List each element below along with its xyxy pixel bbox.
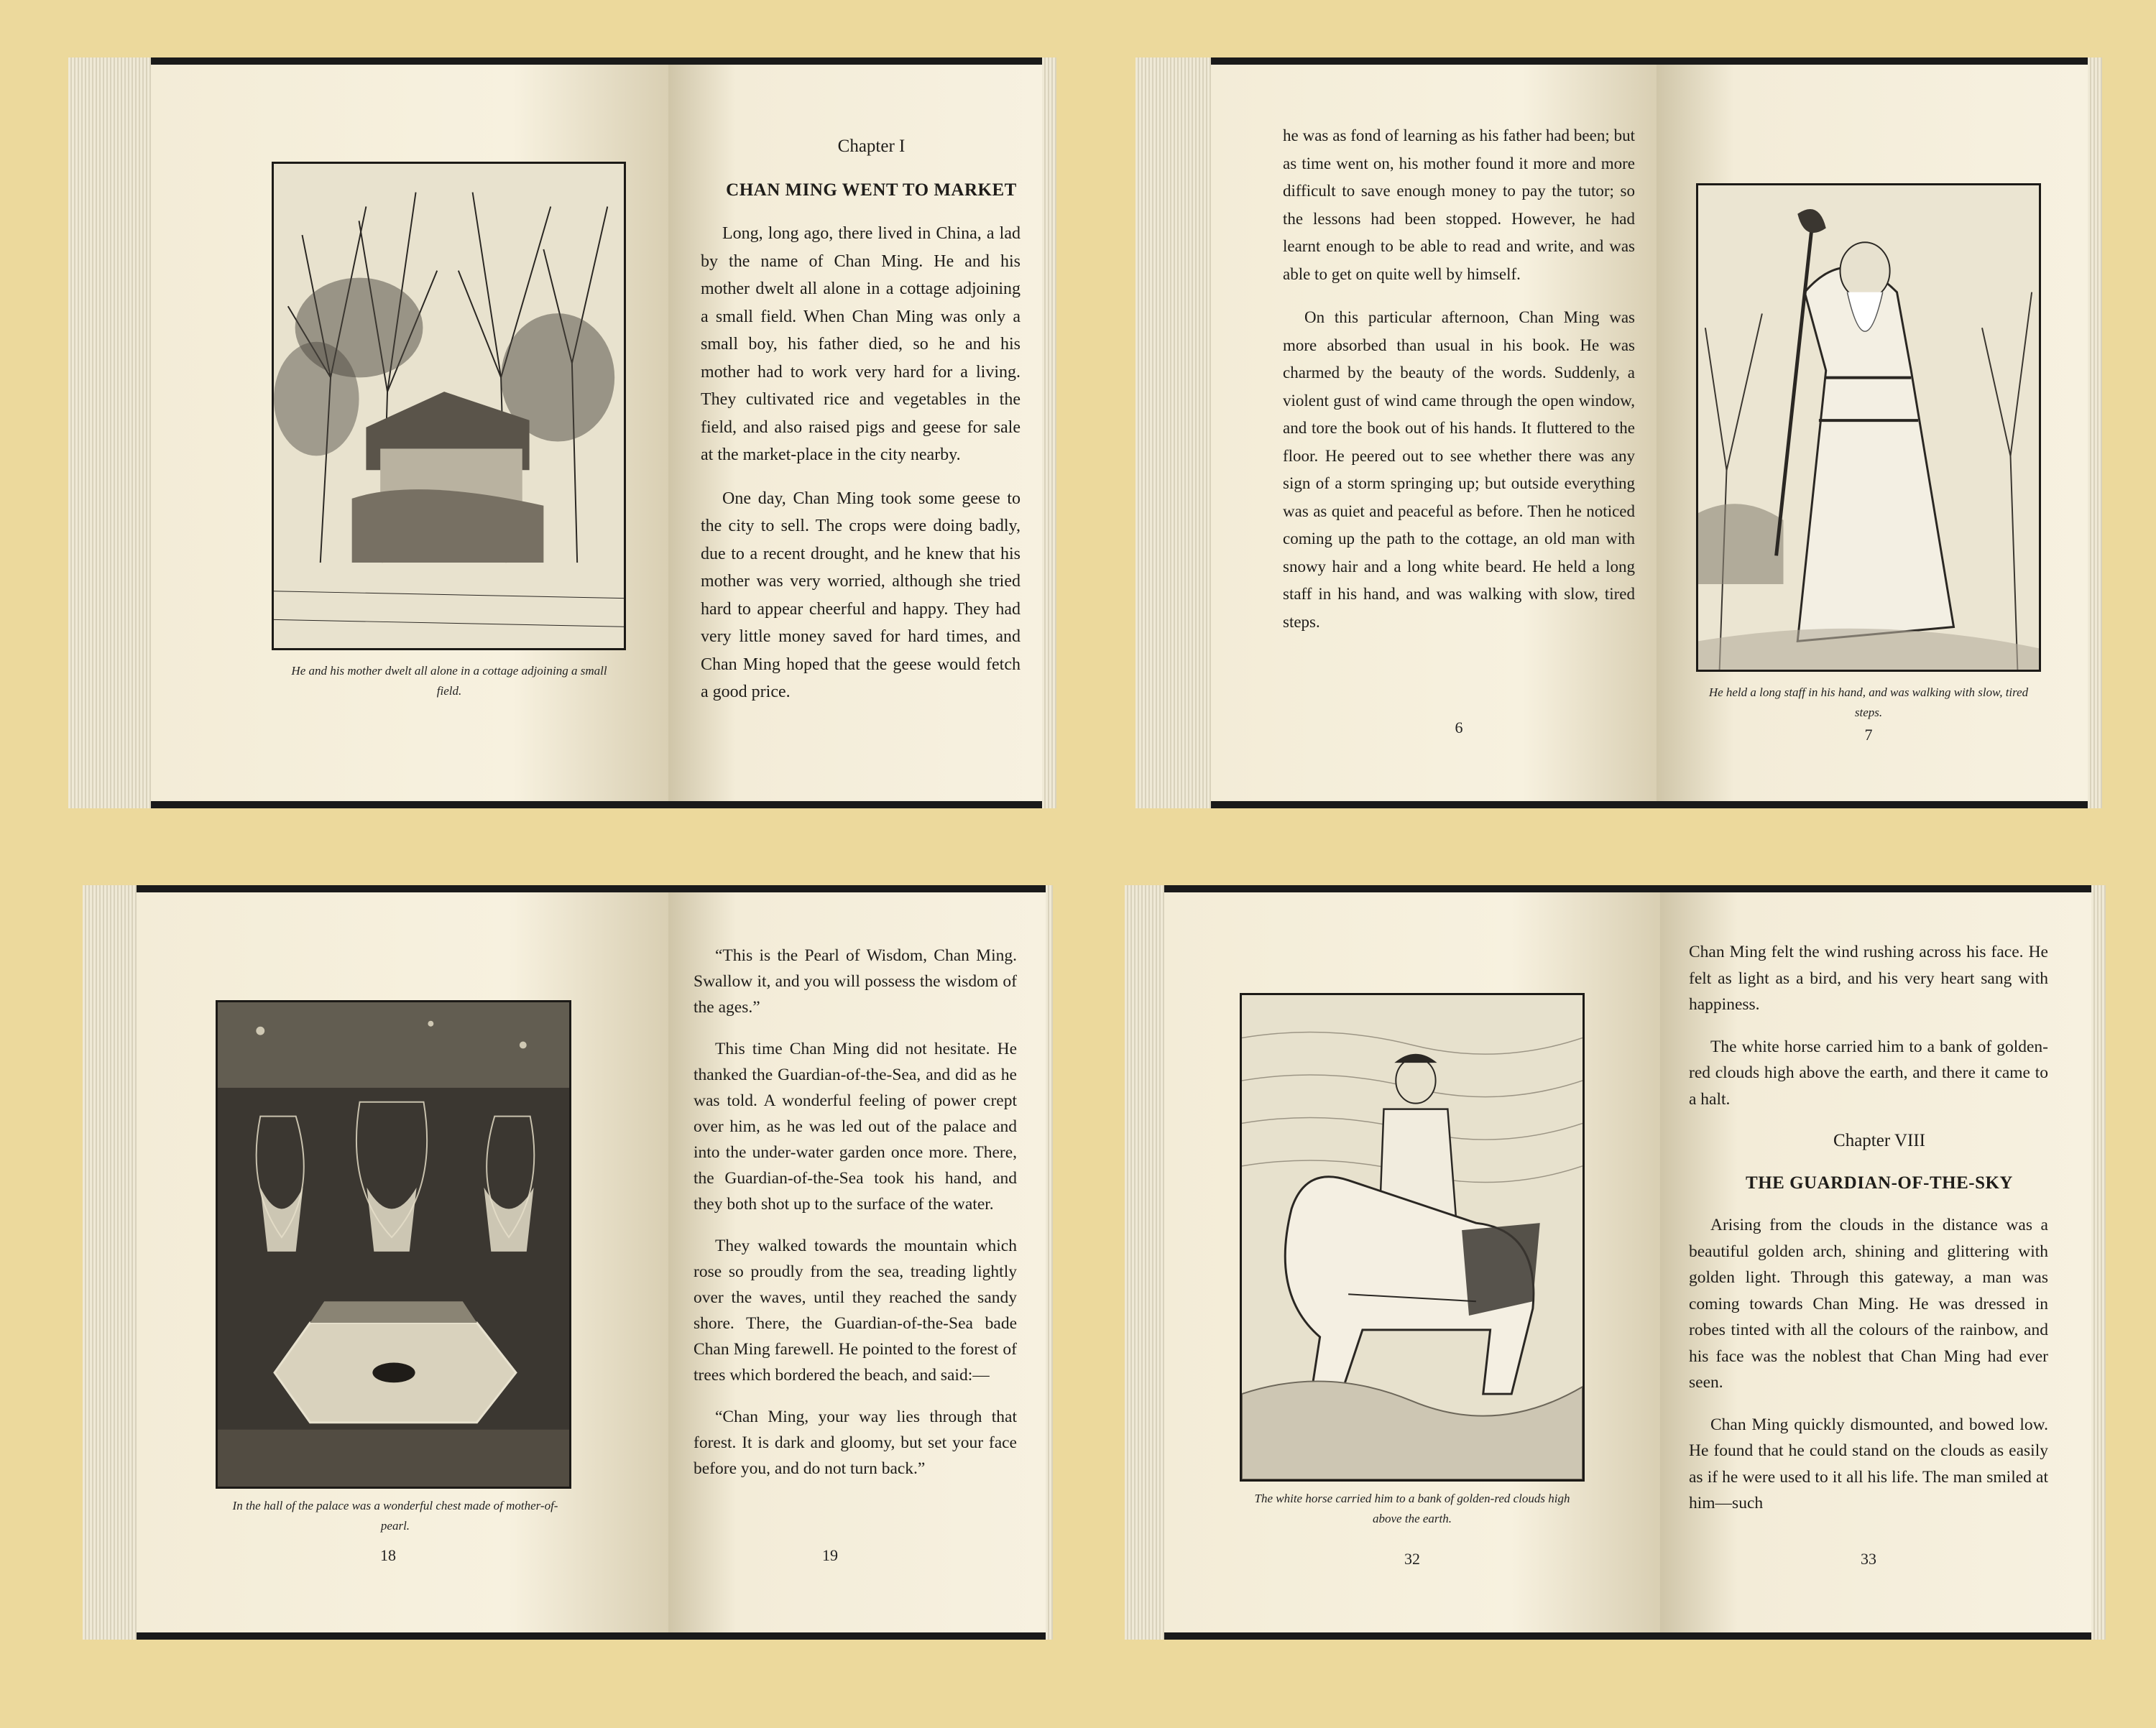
page-number: 7 [1864,726,1873,744]
page-number: 33 [1861,1550,1876,1568]
page-edges [83,885,137,1640]
page-left [137,892,668,1632]
page-edges [2088,57,2102,808]
illustration-old-man [1696,183,2041,672]
page-left [1211,65,1657,801]
page-left [151,65,668,801]
paragraph: “Chan Ming, your way lies through that forest. It is dark and gloomy, but set your face before you, and do not turn back.” [694,1408,1017,1478]
paragraph: Chan Ming felt the wind rushing across his face. He felt as light as a bird, and his very heart sang with happiness. [1689,943,2048,1014]
paragraph: he was as fond of learning as his father had been; but as time went on, his mother found it more and more difficult to save enough money to pay the tutor; so the lessons had been stopped. However, he had learnt enough to be able to read and write, and was able to get on quite well by himself. [1283,126,1635,283]
paragraph: They walked towards the mountain which rose so proudly from the sea, treading lightly over the waves, until they reached the sandy shore. There, the Guardian-of-the-Sea bade Chan Ming farewell. He pointed to the forest of trees which bordered the beach, and said:— [694,1237,1017,1385]
page-number: 18 [380,1546,396,1564]
illustration-caption: The white horse carried him to a bank of golden-red clouds high above the earth. [1254,1492,1570,1525]
chapter-title: THE GUARDIAN-OF-THE-SKY [1746,1173,2013,1193]
paragraph: One day, Chan Ming took some geese to the city to sell. The crops were doing badly, due to a recent drought, and he knew that his mother was very worried, although she tried hard to appear cheerful and happy. They had very little money saved for hard times, and Chan Ming hoped that the geese would fetch a good price. [701,489,1021,701]
illustration-caption: He and his mother dwelt all alone in a cottage adjoining a small field. [291,664,607,698]
page-number: 6 [1455,719,1463,736]
page-edges [2091,885,2106,1640]
page-body-text [1689,939,2048,1533]
page-edges [68,57,151,808]
book-spread-2 [1135,57,2102,808]
paragraph: “This is the Pearl of Wisdom, Chan Ming. Swallow it, and you will possess the wisdom of the ages.” [694,946,1017,1017]
paragraph: Long, long ago, there lived in China, a lad by the name of Chan Ming. He and his mother dwelt all alone in a cottage adjoining a small field. When Chan Ming was only a small boy, his father died, so he and his mother had to work very hard for a living. They cultivated rice and vegetables in the field, and also raised pigs and geese for sale at the market-place in the city nearby. [701,224,1021,464]
page-number: 32 [1404,1550,1420,1568]
paragraph: This time Chan Ming did not hesitate. He thanked the Guardian-of-the-Sea, and did as he was told. A wonderful feeling of power crept over him, as he was led out of the palace and into the under-water garden once more. There, the Guardian-of-the-Sea took his hand, and they both shot up to the surface of the water. [694,1040,1017,1214]
page-body-text [694,943,1017,1497]
chapter-title: CHAN MING WENT TO MARKET [726,180,1017,200]
page-right [1657,65,2088,801]
page-edges [1135,57,1211,808]
paragraph: Chan Ming quickly dismounted, and bowed low. He found that he could stand on the clouds as easily as if he were used to it all his life. The man smiled at him—such [1689,1415,2048,1512]
page-edges [1046,885,1053,1640]
illustration-caption: He held a long staff in his hand, and was walking with slow, tired steps. [1708,685,2029,719]
page-body-text [701,133,1021,722]
chapter-heading: Chapter I [837,137,906,156]
page-edges [1125,885,1164,1640]
paragraph: The white horse carried him to a bank of golden-red clouds high above the earth, and there it came to a halt. [1689,1037,2048,1109]
illustration-caption: In the hall of the palace was a wonderful chest made of mother-of-pearl. [232,1499,558,1533]
illustration-palace-chest [216,1000,571,1489]
paragraph: Arising from the clouds in the distance was a beautiful golden arch, shining and glittering with golden light. Through this gateway, a man was coming towards Chan Ming. He was dressed in robes tinted with all the colours of the rainbow, and his face was the noblest that Chan Ming had ever seen. [1689,1216,2048,1392]
page-right [668,65,1042,801]
illustration-cottage [272,162,626,650]
page-body-text [1283,122,1635,652]
book-spread-1 [68,57,1056,808]
book-spread-3 [83,885,1053,1640]
page-left [1164,892,1660,1632]
page-edges [1042,57,1056,808]
chapter-heading: Chapter VIII [1833,1131,1925,1150]
page-number: 19 [822,1546,838,1564]
page-right [668,892,1046,1632]
paragraph: On this particular afternoon, Chan Ming was more absorbed than usual in his book. He was charmed by the beauty of the words. Suddenly, a violent gust of wind came through the open window, and tore the book out of his hands. It fluttered to the floor. He peered out to see whether there was any sign of a storm springing up; but outside everything was as quiet and peaceful as before. Then he noticed coming up the path to the cottage, an old man with snowy hair and a long white beard. He held a long staff in his hand, and was walking with slow, tired steps. [1283,308,1635,631]
book-spread-4 [1125,885,2106,1640]
page-right [1660,892,2091,1632]
illustration-white-horse [1240,993,1585,1482]
